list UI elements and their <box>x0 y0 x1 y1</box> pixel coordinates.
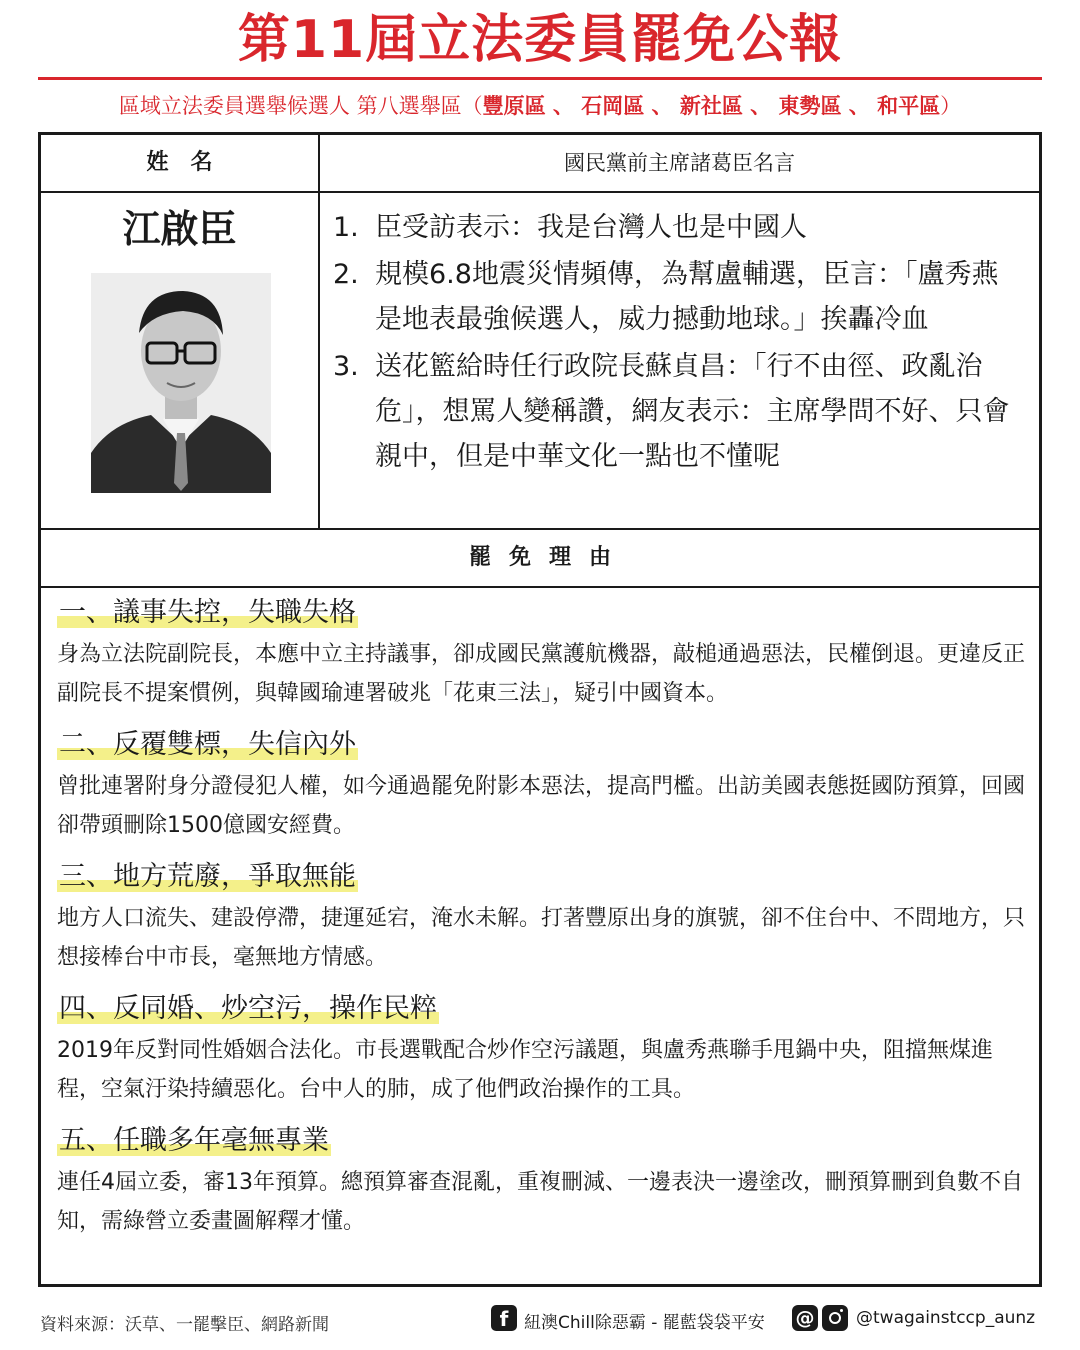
quote-text: 臣受訪表示：我是台灣人也是中國人 <box>375 212 807 243</box>
candidate-name: 江啟臣 <box>122 207 237 251</box>
quote-number: 3. <box>333 351 359 382</box>
threads-icon[interactable]: @ <box>792 1305 818 1331</box>
subtitle-suffix: ） <box>940 94 962 118</box>
reason-body: 身為立法院副院長，本應中立主持議事，卻成國民黨護航機器，敲槌通過惡法，民權倒退。更違反正副院長不提案慣例，與韓國瑜連署破兆「花東三法」，疑引中國資本。 <box>57 642 1026 706</box>
bulletin-sheet <box>38 132 1042 1287</box>
quote-text: 送花籃給時任行政院長蘇貞昌：「行不由徑、政亂治危」，想罵人變稱讚，網友表示：主席學問不好、只會親中，但是中華文化一點也不懂呢 <box>375 351 1010 472</box>
quote-text: 規模6.8地震災情頻傳，為幫盧輔選，臣言：「盧秀燕是地表最強候選人，威力撼動地球。」挨轟冷血 <box>375 259 999 335</box>
reason-body: 曾批連署附身分證侵犯人權，如今通過罷免附影本惡法，提高門檻。出訪美國表態挺國防預算，回國卻帶頭刪除1500億國安經費。 <box>57 774 1026 838</box>
subtitle-prefix: 區域立法委員選舉候選人 第八選舉區（ <box>118 94 483 118</box>
column-divider <box>318 135 320 528</box>
footer <box>0 1300 1080 1340</box>
facebook-page-label[interactable]: 紐澳Chill除惡霸 - 罷藍袋袋平安 <box>524 1313 765 1333</box>
reason-body: 連任4屆立委，審13年預算。總預算審查混亂，重複刪減、一邊表決一邊塗改，刪預算刪到負數不自知，需綠營立委畫圖解釋才懂。 <box>57 1170 1023 1234</box>
name-column-header: 姓 名 <box>146 150 213 175</box>
reason-item <box>57 989 1027 1109</box>
quote-item <box>333 344 1023 479</box>
subtitle-districts: 豐原區 、 石岡區 、 新社區 、 東勢區 、 和平區 <box>482 94 941 118</box>
reason-title: 二、反覆雙標，失信內外 <box>57 725 358 765</box>
candidate-portrait <box>91 273 271 493</box>
reason-body: 2019年反對同性婚姻合法化。市長選戰配合炒作空污議題，與盧秀燕聯手甩鍋中央，阻擋無煤進程，空氣汙染持續惡化。台中人的肺，成了他們政治操作的工具。 <box>57 1038 993 1102</box>
reason-title: 四、反同婚、炒空污，操作民粹 <box>57 989 439 1029</box>
reason-item <box>57 593 1027 713</box>
reason-header-divider <box>41 586 1039 588</box>
header-row-divider <box>41 191 1039 193</box>
facebook-icon[interactable]: f <box>491 1305 517 1331</box>
reason-item <box>57 857 1027 977</box>
reason-item <box>57 1121 1027 1241</box>
district-subtitle <box>0 90 1080 122</box>
quote-item <box>333 252 1023 342</box>
source-credit: 資料來源：沃草、一罷擊臣、網路新聞 <box>40 1315 329 1335</box>
reason-title: 五、任職多年毫無專業 <box>57 1121 331 1161</box>
quote-item <box>333 205 1023 250</box>
recall-reasons-list <box>57 593 1027 1253</box>
reason-item <box>57 725 1027 845</box>
reason-body: 地方人口流失、建設停滯，捷運延宕，淹水未解。打著豐原出身的旗號，卻不住台中、不問地方，只想接棒台中市長，毫無地方情感。 <box>57 906 1026 970</box>
quote-number: 2. <box>333 259 359 290</box>
bulletin-title: 第11屆立法委員罷免公報 <box>237 10 843 70</box>
quote-column-header: 國民黨前主席諸葛臣名言 <box>564 151 795 175</box>
instagram-icon[interactable] <box>822 1305 848 1331</box>
social-handle[interactable]: @twagainstccp_aunz <box>856 1308 1036 1328</box>
quote-list <box>333 205 1023 481</box>
quote-number: 1. <box>333 212 359 243</box>
title-divider <box>38 77 1042 80</box>
reason-title: 三、地方荒廢，爭取無能 <box>57 857 358 897</box>
recall-reasons-header: 罷免理由 <box>468 545 629 570</box>
reason-title: 一、議事失控，失職失格 <box>57 593 358 633</box>
